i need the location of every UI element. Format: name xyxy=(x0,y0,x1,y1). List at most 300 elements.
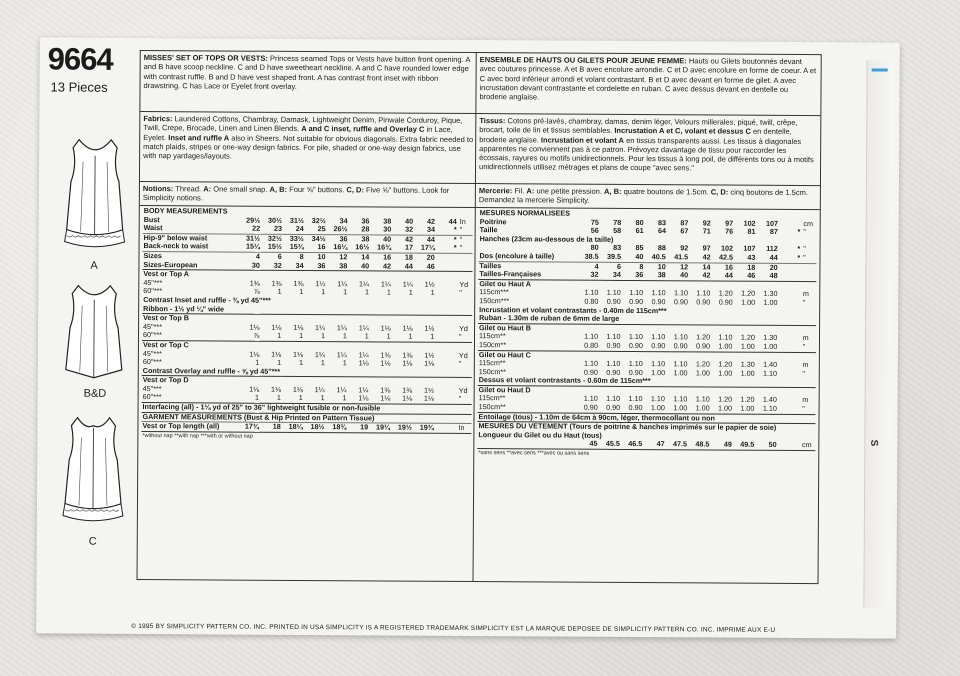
row-label: 115cm** xyxy=(478,393,506,403)
cell-value: 19 xyxy=(347,423,369,433)
cell-value: 58 xyxy=(613,226,622,236)
fr-notions-cd: C, D: xyxy=(710,187,729,197)
cell-value: 1½ xyxy=(424,323,435,333)
cell-unit: m xyxy=(802,395,809,405)
en-description xyxy=(140,51,476,114)
row-label: Contrast Inset and ruffle - ⅜ yd 45"*** xyxy=(143,294,271,305)
cell-value xyxy=(435,387,457,396)
row-label: BODY MEASUREMENTS xyxy=(143,206,228,216)
cell-value: 1⅛ xyxy=(424,358,435,368)
cell-value: 40 xyxy=(405,216,414,226)
cell-value: 0.90 xyxy=(606,296,621,306)
cell-value xyxy=(436,262,458,271)
cell-value: 1 xyxy=(299,331,304,341)
en-notions-title: Notions: xyxy=(142,184,174,194)
cell-unit: cm xyxy=(801,440,812,450)
fr-notions-text: Fil. xyxy=(514,186,525,196)
footnote-row xyxy=(141,431,471,442)
cell-value: 15¼ xyxy=(245,242,261,252)
cell-value: 1.10 xyxy=(606,358,621,369)
cell-value: 44 xyxy=(448,216,457,226)
cell-value: 34 xyxy=(612,270,621,280)
en-description-text: Princess seamed Tops or Vests have button front opening. A and B have scoop neckline. C and D have sweetheart neckline. A and C have rounded lower edge with contrast ruffle. B and D have vest shaped front. A has contrast front inset with ribbon drawstring. C has Lace or Eyelet front overlay. xyxy=(143,53,470,91)
cell-value: 26½ xyxy=(333,224,348,234)
cell-value: 1.00 xyxy=(673,367,688,378)
cell-value: 6 xyxy=(600,262,622,271)
cell-unit: " xyxy=(803,253,806,263)
row-label: 115cm** xyxy=(478,331,506,341)
cell-value: 46.5 xyxy=(628,439,643,449)
cell-value: 1.10 xyxy=(695,394,710,404)
cell-value: 1¼ xyxy=(315,322,326,332)
cell-unit: In xyxy=(456,424,471,434)
en-notions-cd-text: Five ⅝" buttons. Look for Simplicity notions. xyxy=(142,185,450,203)
style-number: 9664 xyxy=(47,41,113,77)
cell-value: 61 xyxy=(635,226,644,236)
cell-value: 49 xyxy=(723,440,732,450)
cell-unit xyxy=(801,263,816,272)
cell-value: 1.30 xyxy=(763,333,778,343)
cell-value: 1¼ xyxy=(380,279,391,289)
fr-notions xyxy=(476,184,820,210)
cell-value: 0.90 xyxy=(628,367,643,377)
cell-value: 1¼ xyxy=(336,322,347,332)
cell-value: 42 xyxy=(426,216,436,226)
cell-value: 1 xyxy=(320,358,325,368)
cell-value: 44 xyxy=(404,261,413,271)
cell-value: 1¼ xyxy=(402,279,413,289)
fr-description-text: Hauts ou Gilets boutonnés devant avec coutures princesse. A et B avec encolure arrondie. C et D avec encolure en forme de coeur. A et C avec bord inférieur arrondi et volant contrastant. B et D avec devant en forme de gilet. A avec incrustation devant contrastante et cordelette en ruban. C avec dessus devant en dentelle ou broderie anglaise. xyxy=(479,56,817,102)
cell-value: 19¾ xyxy=(413,423,435,433)
cell-value: 1⅛ xyxy=(358,358,369,368)
en-description-title: MISSES' SET OF TOPS OR VESTS: xyxy=(143,53,268,63)
row-label: Longueur du Gilet ou du Haut (tous) xyxy=(478,429,602,440)
cell-value: 30 xyxy=(251,260,260,270)
row-label: Poitrine xyxy=(479,216,507,226)
cell-value xyxy=(436,281,458,290)
cell-value: 0.90 xyxy=(673,297,688,307)
cell-value: 1.10 xyxy=(583,394,598,404)
cell-value: 1.10 xyxy=(651,359,666,369)
cell-value: 1.00 xyxy=(718,368,733,378)
english-column xyxy=(137,50,477,582)
cell-value: 1⅜ xyxy=(402,350,413,360)
cell-value: 14 xyxy=(348,253,370,262)
cell-value: 20 xyxy=(756,263,778,272)
cell-value: 42 xyxy=(702,252,711,262)
cell-unit: " xyxy=(458,235,473,244)
row-label: 150cm** xyxy=(478,339,507,350)
cell-value: 23 xyxy=(273,224,282,234)
cell-value: 4 xyxy=(577,262,599,271)
cell-unit: Yd xyxy=(459,323,468,333)
cell-value: 76 xyxy=(725,226,734,236)
fr-notions-title: Mercerie: xyxy=(478,186,513,196)
fr-measurement-chart xyxy=(474,208,820,462)
cell-value: 112 xyxy=(766,244,778,254)
row-label: GARMENT MEASUREMENTS (Bust & Hip Printed on Pattern Tissue) xyxy=(141,412,471,424)
fr-notions-a: A: xyxy=(526,186,535,196)
cell-value: 1⅜ xyxy=(380,349,391,360)
fr-fabrics-text3: en tissus transparents aussi. Les tissus à diagonales apparentes ne conviennent pas à ce patron. Prévoyez davantage de tissu pour raccorder les écossais, rayures ou motifs unidirectionnels. Pour les tissus à long poil, de différents tons ou à motifs unidirectionnels utilisez métrages et plans de coupe "avec sens." xyxy=(479,135,814,173)
cell-value: 1¼ xyxy=(336,385,347,395)
cell-value: 1 xyxy=(386,331,391,341)
fr-fabrics-text: Cotons pré-lavés, chambray, damas, denim léger, Velours millerales, piqué, twill, crêpe, brocart, toile de lin et tissus semblables. xyxy=(479,116,798,136)
cell-value: * xyxy=(453,243,457,253)
cell-value: 1.20 xyxy=(740,395,755,405)
cell-value: 48.5 xyxy=(695,439,710,449)
cell-value: 1 xyxy=(320,393,325,403)
blue-label-tab xyxy=(872,68,888,71)
footnote-row xyxy=(477,449,815,460)
cell-value: 39.5 xyxy=(607,251,622,261)
cell-value xyxy=(779,290,801,299)
cell-value: 1.10 xyxy=(673,359,688,369)
cell-value: 1.10 xyxy=(628,332,643,342)
cell-value: 8 xyxy=(622,262,644,271)
cell-value: 1⅛ xyxy=(293,322,304,332)
cell-value: 8 xyxy=(283,252,305,261)
fr-description-title: ENSEMBLE DE HAUTS OU GILETS POUR JEUNE FEMME: xyxy=(479,55,687,66)
cell-value: 1¼ xyxy=(315,278,326,288)
en-fabrics-title: Fabrics: xyxy=(143,114,173,124)
cell-value: 102 xyxy=(743,218,756,228)
cell-value: 47.5 xyxy=(673,439,688,449)
cell-unit: m xyxy=(802,360,809,370)
cell-value: 36 xyxy=(635,270,644,280)
cell-value: 1 xyxy=(430,332,435,342)
cell-value: 1.00 xyxy=(741,297,756,307)
cell-value: 16 xyxy=(370,253,392,262)
cell-value: 1 xyxy=(408,287,413,298)
cell-value: 1⅛ xyxy=(380,358,391,368)
cell-value: 17 xyxy=(404,242,414,253)
cell-value: 16½ xyxy=(355,242,370,252)
cell-value: 1⅛ xyxy=(249,322,260,332)
cell-value xyxy=(435,325,457,334)
row-label: Ruban - 1.30m de ruban de 6mm de large xyxy=(479,313,620,324)
cell-value: 0.90 xyxy=(651,297,666,307)
cell-value: 0.90 xyxy=(628,340,643,350)
cell-value xyxy=(778,299,800,308)
fr-description xyxy=(476,53,820,116)
cell-value: 1.10 xyxy=(763,368,778,378)
cell-value: 67 xyxy=(680,226,689,236)
cell-value: 15¾ xyxy=(289,242,304,252)
row-label: Dos (encolure à taille) xyxy=(479,251,555,261)
cell-value: * xyxy=(797,244,801,254)
cell-value: 38 xyxy=(348,235,370,244)
cell-value: 80 xyxy=(635,217,644,227)
cell-value: 1¼ xyxy=(314,384,325,395)
cell-value: 1⅛ xyxy=(249,349,260,359)
row-label: 45"*** xyxy=(143,321,163,331)
cell-value: 87 xyxy=(769,227,778,237)
cell-value: 1.00 xyxy=(763,341,778,351)
cell-unit: Yd xyxy=(458,350,468,360)
en-fabrics-text: Laundered Cottons, Chambray, Damask, Lightweight Denim, Pinwale Corduroy, Pique, Twill, Crepe, Brocade, Linen and Linen Blends. xyxy=(143,114,463,134)
cell-value: 18¼ xyxy=(282,423,304,433)
cell-value xyxy=(778,441,800,450)
row-label: Sizes-European xyxy=(143,259,198,269)
cell-value: 1 xyxy=(321,287,326,297)
cell-unit: " xyxy=(459,288,462,298)
cell-value: 1.10 xyxy=(696,288,711,298)
cell-value: 32½ xyxy=(261,234,283,243)
cell-value: * xyxy=(797,227,801,237)
cell-value: 1 xyxy=(342,358,347,368)
cell-value: 0.80 xyxy=(584,296,599,306)
cell-value: 1.00 xyxy=(740,341,755,351)
cell-value: 44 xyxy=(724,270,733,280)
cell-value: 45 xyxy=(589,439,598,449)
row-label: Bust xyxy=(143,214,160,224)
cell-value: 1½ xyxy=(424,279,435,289)
cell-value: 1.10 xyxy=(628,394,643,404)
cell-unit: " xyxy=(459,225,463,235)
cell-value: 33½ xyxy=(283,234,305,243)
cell-value xyxy=(778,361,800,370)
fr-fabrics-text2: en dentelle, broderie anglaise. xyxy=(479,127,792,145)
en-measurement-chart xyxy=(138,206,475,444)
row-label: Gilet ou Haut A xyxy=(478,279,816,290)
cell-value: 1¼ xyxy=(336,349,347,359)
cell-value: 15½ xyxy=(267,242,282,252)
row-label: Gilet ou Haut B xyxy=(478,323,816,334)
cell-value: 1.40 xyxy=(763,359,778,369)
cell-value: ⅞ xyxy=(253,331,260,341)
row-label: Vest or Top A xyxy=(142,270,472,281)
cell-value: 12 xyxy=(667,262,689,271)
cell-value: 71 xyxy=(702,226,711,236)
cell-unit: " xyxy=(459,243,463,253)
cell-value: 1 xyxy=(255,393,260,403)
cell-value: 1.10 xyxy=(584,288,599,298)
cell-value: 30 xyxy=(383,224,392,234)
cell-value: 0.90 xyxy=(606,340,621,350)
fr-notions-cd-text: cinq boutons de 1.5cm. Demandez la mercerie Simplicity. xyxy=(478,187,808,206)
cell-value: 80 xyxy=(590,243,599,253)
cell-value: 1 xyxy=(277,287,282,297)
cell-value: 1.00 xyxy=(740,368,755,378)
en-notions-text: Thread. xyxy=(175,184,202,194)
cell-value: 40 xyxy=(680,270,689,280)
row-label: 150cm*** xyxy=(479,296,510,306)
row-label: 115cm** xyxy=(478,358,506,368)
cell-unit xyxy=(457,253,472,262)
pattern-info-panel xyxy=(137,50,822,586)
cell-unit: " xyxy=(802,368,806,378)
fr-fabrics-bold2: Incrustation et volant A xyxy=(540,135,625,145)
cell-value: 1.20 xyxy=(741,289,756,299)
cell-value: 34½ xyxy=(305,234,327,243)
cell-value: 1.00 xyxy=(718,403,733,413)
cell-value: 0.90 xyxy=(583,367,598,377)
cell-value: 30½ xyxy=(267,215,283,225)
cell-value: 42 xyxy=(392,235,414,244)
row-label: Contrast Overlay and ruffle - ⅝ yd 45"*** xyxy=(142,365,281,376)
sketch-label-bd: B&D xyxy=(83,387,107,400)
cell-unit: " xyxy=(459,332,462,342)
cell-value: 14 xyxy=(689,262,711,271)
cell-value: 10 xyxy=(644,262,666,271)
cell-value: 1.20 xyxy=(740,332,755,343)
cell-value: 34 xyxy=(426,224,436,234)
cell-unit: " xyxy=(458,359,462,369)
cell-value: 18 xyxy=(392,253,414,262)
cell-value: 16 xyxy=(712,263,734,272)
cell-unit: " xyxy=(802,297,806,307)
cell-value: 1 xyxy=(277,331,282,341)
cell-value: 92 xyxy=(702,218,711,228)
cell-value: 1 xyxy=(408,331,413,341)
cell-value: 1¼ xyxy=(358,349,369,359)
cell-value: 64 xyxy=(657,226,666,236)
cell-value: 1 xyxy=(342,331,347,341)
cell-value: 56 xyxy=(590,225,599,235)
row-label: Sizes xyxy=(142,251,239,261)
cell-value: 102 xyxy=(721,243,734,253)
cell-value: 40 xyxy=(370,235,392,244)
cell-value: 1 xyxy=(255,357,260,367)
row-label: Dessus et volant contrastants - 0.60m de 115cm*** xyxy=(478,375,651,386)
side-logo: S xyxy=(868,439,880,447)
pieces-count: 13 Pieces xyxy=(50,79,108,95)
en-notions-ab: A, B: xyxy=(269,184,288,194)
cell-value: 78 xyxy=(613,217,622,227)
cell-value xyxy=(779,272,801,281)
cell-value: 45.5 xyxy=(605,439,620,449)
cell-value: 0.90 xyxy=(606,367,621,377)
row-label: 45"*** xyxy=(142,383,162,394)
cell-value: 1 xyxy=(386,287,391,297)
cell-value: 1.30 xyxy=(763,289,778,299)
cell-value: 1⅛ xyxy=(293,349,304,359)
en-notions-a-text: One small snap. xyxy=(213,184,268,194)
cell-value: 46 xyxy=(747,270,756,280)
cell-value: 1⅛ xyxy=(423,394,434,404)
cell-value: 31½ xyxy=(239,234,261,243)
cell-value: 1⅜ xyxy=(293,278,304,288)
cell-value xyxy=(778,396,800,405)
row-label: MESURES DU VETEMENT (Tours de poitrine & hanches imprimés sur le papier de soie) xyxy=(477,422,815,433)
cell-value: 1 xyxy=(299,287,304,297)
cell-value: 83 xyxy=(613,243,622,253)
row-label: 45"*** xyxy=(143,277,163,287)
cell-value: 92 xyxy=(680,243,689,253)
row-label: Gilet ou Haut C xyxy=(478,350,816,361)
cell-value: 0.90 xyxy=(696,341,711,351)
en-measurement-table xyxy=(141,207,472,442)
cell-value: 1⅜ xyxy=(271,278,282,288)
cell-value: 1.20 xyxy=(718,288,733,298)
cell-value: 10 xyxy=(305,252,327,261)
row-label: 60"*** xyxy=(142,357,162,367)
row-label: Gilet ou Haut D xyxy=(478,385,816,396)
cell-value: 40 xyxy=(635,251,644,262)
cell-value: 48 xyxy=(769,270,778,281)
cell-value: 0.90 xyxy=(696,297,711,307)
cell-value: 1⅜ xyxy=(380,385,391,395)
cell-value: 1⅛ xyxy=(402,358,413,368)
cell-value: 18 xyxy=(260,422,282,432)
cell-value: 1¼ xyxy=(358,385,369,395)
cell-value: 42 xyxy=(383,261,392,271)
cell-value: 1 xyxy=(364,287,370,297)
cell-value: 0.90 xyxy=(629,296,644,307)
row-label: 45"*** xyxy=(142,348,162,358)
row-label: Ribbon - 1½ yd ¼" wide xyxy=(143,303,225,314)
cell-value: 6 xyxy=(261,252,283,261)
row-label: *without nap **with nap ***with or without nap xyxy=(141,431,471,442)
sketch-label-c: C xyxy=(88,535,97,548)
cell-value xyxy=(435,351,457,360)
cell-value: 1.00 xyxy=(673,403,688,413)
cell-value: 1.10 xyxy=(673,288,689,298)
cell-value: 34 xyxy=(339,215,348,225)
cell-value: 75 xyxy=(590,217,599,227)
row-label: Waist xyxy=(143,223,163,233)
cell-value: 1 xyxy=(430,288,435,298)
en-fabrics-bold2: Inset and ruffle A xyxy=(168,132,230,143)
cell-value: 1.00 xyxy=(650,403,665,413)
cell-value: 36 xyxy=(327,234,349,243)
fr-fabrics-bold: Incrustation A et C, volant et dessus C xyxy=(614,126,751,137)
cell-value: 0.90 xyxy=(606,402,621,412)
cell-unit xyxy=(457,262,472,271)
cell-value: 1.10 xyxy=(673,332,688,342)
cell-value: * xyxy=(797,252,801,262)
row-label: 60"*** xyxy=(142,392,162,402)
cell-unit: Yd xyxy=(458,385,468,395)
cell-value: 0.90 xyxy=(673,341,688,351)
cell-value: 1⅛ xyxy=(380,393,391,403)
cell-value: 36 xyxy=(317,260,326,270)
cell-unit: m xyxy=(802,289,809,299)
cell-value: 44 xyxy=(414,235,436,244)
cell-value: 1½ xyxy=(423,385,435,395)
cell-value: 19¼ xyxy=(369,423,391,433)
cell-unit: m xyxy=(802,333,809,343)
cell-value: 1 xyxy=(343,287,348,297)
cell-value: 1.10 xyxy=(628,359,643,369)
cell-value xyxy=(778,370,800,379)
en-notions-cd: C, D: xyxy=(346,185,364,195)
cell-value: 0.80 xyxy=(584,340,599,350)
cell-value: 17¼ xyxy=(420,243,435,253)
cell-value: 18 xyxy=(734,263,756,272)
cell-value: 87 xyxy=(680,217,689,227)
cell-value xyxy=(778,405,800,414)
cell-value: 1.10 xyxy=(583,358,599,368)
cell-value: 83 xyxy=(657,217,667,227)
cell-value xyxy=(435,360,457,369)
row-label: Vest or Top C xyxy=(142,340,472,351)
row-label: Hanches (23cm au-dessous de la taille) xyxy=(479,233,614,244)
cell-unit: Yd xyxy=(459,279,469,289)
cell-value: 1 xyxy=(342,393,347,403)
cell-unit: " xyxy=(802,404,805,414)
cell-value: 38 xyxy=(657,270,666,280)
cell-value: 34 xyxy=(295,260,304,270)
cell-value xyxy=(779,263,801,272)
cell-value: 1.30 xyxy=(740,359,755,369)
cell-value: 1.10 xyxy=(606,332,621,342)
cell-value: 16¼ xyxy=(333,242,348,252)
cell-value: 42 xyxy=(702,270,711,280)
row-label: 115cm*** xyxy=(479,287,509,297)
cell-value: 32½ xyxy=(311,215,326,225)
